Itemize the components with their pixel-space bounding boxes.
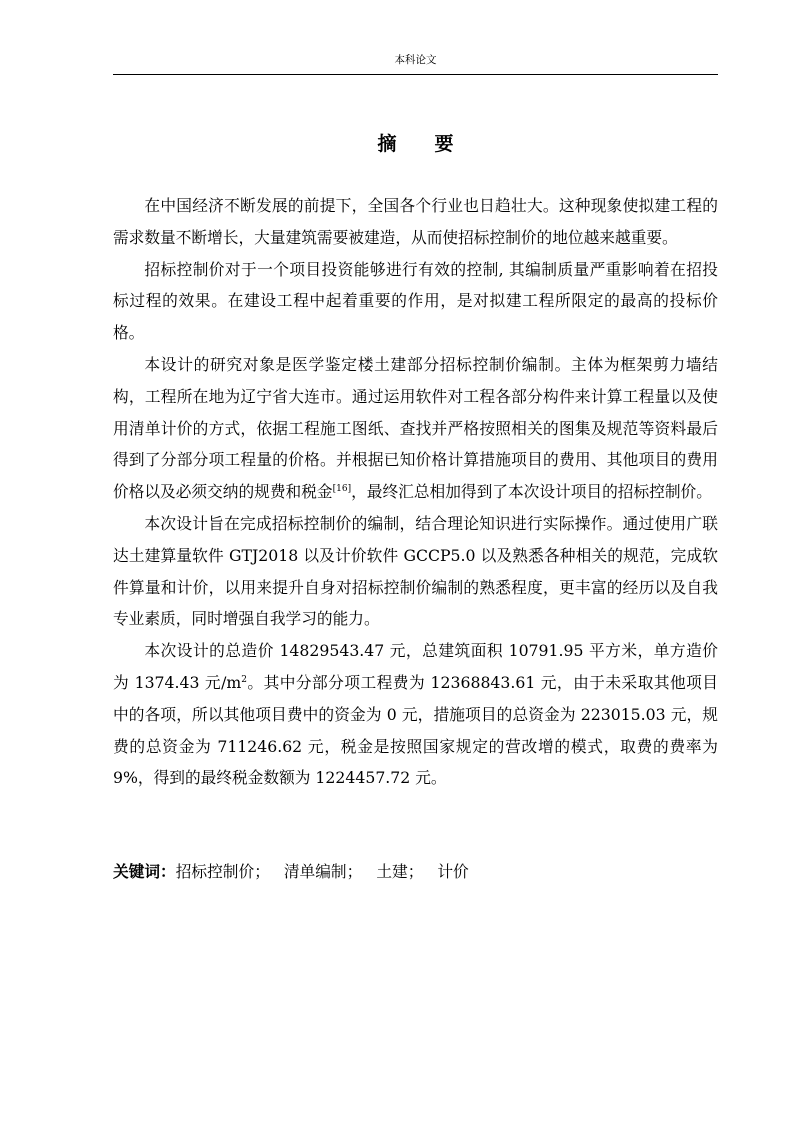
keyword-separator: ；: [407, 862, 424, 881]
abstract-paragraph-2: 招标控制价对于一个项目投资能够进行有效的控制, 其编制质量严重影响着在招投标过程的效果。在建设工程中起着重要的作用，是对拟建工程所限定的最高的投标价格。: [113, 259, 718, 343]
paragraph-5-text-before: 本次设计的总造价 14829543.47 元，总建筑面积 10791.95 平方米，单方造价为 1374.43 元/m: [113, 641, 718, 692]
running-header: [113, 52, 718, 75]
keyword-1: 招标控制价: [175, 862, 255, 881]
abstract-paragraph-5: [113, 635, 718, 794]
paragraph-5-text-after: 。其中分部分项工程费为 12368843.61 元，由于未采取其他项目中的各项，所以其他项目费中的资金为 0 元，措施项目的总资金为 223015.03 元，规费的总资金为 711246.62 元，税金是按照国家规定的营改增的模式，取费的费率为 9%，得到的最终税金数额为 1224457.72 元。: [113, 672, 718, 788]
paragraph-3-text-after: ，最终汇总相加得到了本次设计项目的招标控制价。: [351, 482, 712, 502]
citation-ref: [16]: [332, 484, 352, 495]
keyword-2: 清单编制: [283, 862, 347, 881]
keyword-separator: ；: [346, 862, 363, 881]
keyword-3: 土建: [376, 862, 408, 881]
paragraph-3-text-before: 本设计的研究对象是医学鉴定楼土建部分招标控制价编制。主体为框架剪力墙结构，工程所在地为辽宁省大连市。通过运用软件对工程各部分构件来计算工程量以及使用清单计价的方式，依据工程施工图纸、查找并严格按照相关的图集及规范等资料最后得到了分部分项工程量的价格。并根据已知价格计算措施项目的费用、其他项目的费用价格以及必须交纳的规费和税金: [113, 354, 718, 502]
keyword-separator: ；: [254, 862, 270, 881]
abstract-paragraph-1: 在中国经济不断发展的前提下，全国各个行业也日趋壮大。这种现象使拟建工程的需求数量不断增长，大量建筑需要被建造，从而使招标控制价的地位越来越重要。: [113, 196, 718, 247]
keywords-label: 关键词：: [113, 862, 176, 881]
abstract-paragraph-3: [113, 349, 718, 508]
keyword-4: 计价: [437, 862, 469, 881]
abstract-title: 摘要: [377, 133, 492, 155]
abstract-paragraph-4: 本次设计旨在完成招标控制价的编制，结合理论知识进行实际操作。通过使用广联达土建算量软件 GTJ2018 以及计价软件 GCCP5.0 以及熟悉各种相关的规范，完成软件算量和计价，以用来提升自身对招标控制价编制的熟悉程度，更丰富的经历以及自我专业素质，同时增强自我学习的能力。: [113, 513, 718, 629]
running-header-title: 本科论文: [394, 54, 437, 66]
abstract-body: [113, 190, 718, 794]
keywords-line: [113, 856, 718, 888]
unit-superscript: 2: [241, 674, 247, 685]
